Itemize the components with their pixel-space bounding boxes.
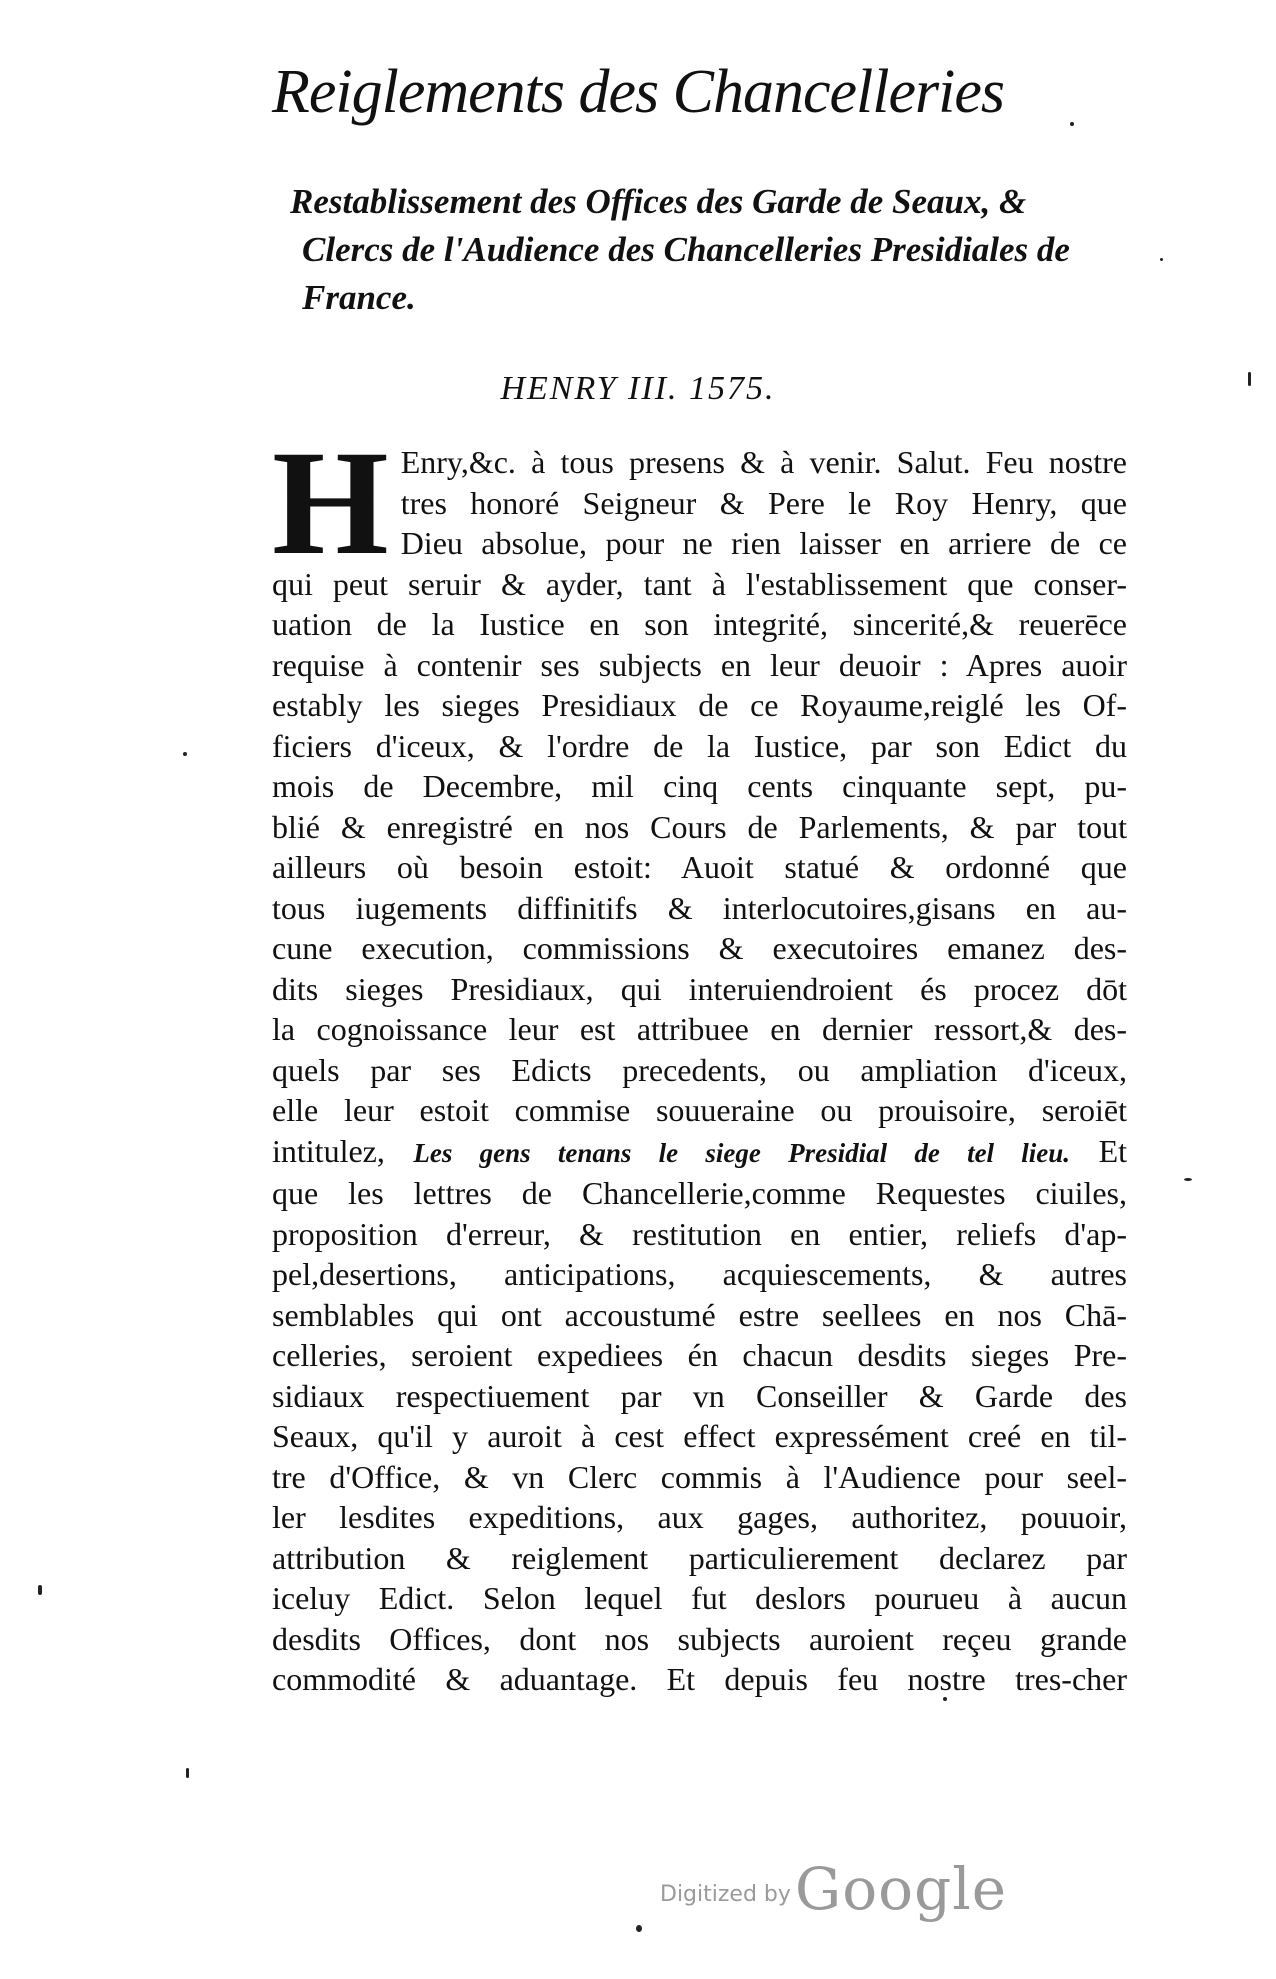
text-segment: intitulez, bbox=[272, 1132, 385, 1169]
text-line: ficiers d'iceux, & l'ordre de la Iustice, par son Edict du bbox=[272, 727, 1127, 764]
text-line: ailleurs où besoin estoit: Auoit statué & ordonné que bbox=[272, 849, 1127, 885]
text-line: quels par ses Edicts precedents, ou ampliation d'iceux, bbox=[272, 1051, 1127, 1088]
text-line: qui peut seruir & ayder, tant à l'establissement que conser- bbox=[272, 565, 1127, 602]
ink-speck bbox=[38, 1585, 42, 1595]
ink-speck bbox=[1184, 1178, 1192, 1181]
ink-speck bbox=[1248, 372, 1251, 386]
watermark-prefix: Digitized by bbox=[660, 1882, 791, 1907]
running-head: Reiglements des Chancelleries bbox=[271, 58, 1004, 126]
text-line: Seaux, qu'il y auroit à cest effect expressément creé en til- bbox=[272, 1418, 1127, 1454]
watermark-logo-text: Google bbox=[794, 1855, 1008, 1923]
text-line: semblables qui ont accoustumé estre seellees en nos Chā- bbox=[272, 1296, 1127, 1333]
text-line: Dieu absolue, pour ne rien laisser en arriere de ce bbox=[400, 525, 1127, 561]
text-line: Enry,&c. à tous presens & à venir. Salut. Feu nostre bbox=[400, 444, 1127, 480]
text-line: tres honoré Seigneur & Pere le Roy Henry, que bbox=[400, 484, 1127, 521]
digitized-watermark bbox=[660, 1855, 1007, 1923]
text-line: attribution & reiglement particulierement declarez par bbox=[272, 1539, 1127, 1576]
text-line: celleries, seroient expediees én chacun desdits sieges Pre- bbox=[272, 1337, 1127, 1373]
text-line: estably les sieges Presidiaux de ce Royaume,reiglé les Of- bbox=[272, 687, 1127, 723]
drop-cap: H bbox=[272, 420, 389, 586]
text-line: iceluy Edict. Selon lequel fut deslors pourueu à aucun bbox=[272, 1580, 1127, 1616]
text-line: cune execution, commissions & executoires emanez des- bbox=[272, 930, 1127, 966]
ink-speck bbox=[186, 1768, 189, 1778]
ink-speck bbox=[183, 752, 187, 756]
ink-speck bbox=[943, 1697, 947, 1701]
text-line: requise à contenir ses subjects en leur deuoir : Apres auoir bbox=[272, 646, 1127, 683]
text-line: tous iugements diffinitifs & interlocutoires,gisans en au- bbox=[272, 889, 1127, 926]
text-line: sidiaux respectiuement par vn Conseiller & Garde des bbox=[272, 1377, 1127, 1414]
section-title-line: France. bbox=[302, 278, 416, 317]
reign-heading: HENRY III. 1575. bbox=[500, 370, 776, 407]
text-line: dits sieges Presidiaux, qui interuiendroient és procez dōt bbox=[272, 970, 1127, 1007]
section-title-line: Clercs de l'Audience des Chancelleries Presidiales de bbox=[302, 230, 1070, 269]
ink-speck bbox=[1160, 258, 1163, 261]
text-line: elle leur estoit commise souueraine ou prouisoire, seroiēt bbox=[272, 1092, 1127, 1128]
text-line: que les lettres de Chancellerie,comme Requestes ciuiles, bbox=[272, 1175, 1127, 1211]
text-line: ler lesdites expeditions, aux gages, authoritez, pouuoir, bbox=[272, 1499, 1127, 1535]
text-segment: Et bbox=[1098, 1132, 1127, 1169]
text-line: proposition d'erreur, & restitution en entier, reliefs d'ap- bbox=[272, 1215, 1127, 1252]
text-line: uation de la Iustice en son integrité, sincerité,& reuerēce bbox=[272, 606, 1127, 642]
italic-phrase: Les gens tenans le siege Presidial de tel lieu. bbox=[413, 1137, 1071, 1168]
ink-speck bbox=[1070, 122, 1074, 126]
text-line: la cognoissance leur est attribuee en dernier ressort,& des- bbox=[272, 1011, 1127, 1047]
body-text bbox=[272, 420, 1127, 1700]
text-line: blié & enregistré en nos Cours de Parlements, & par tout bbox=[272, 808, 1127, 845]
text-line: commodité & aduantage. Et depuis feu nostre tres-cher bbox=[272, 1661, 1127, 1697]
ink-speck bbox=[636, 1925, 642, 1932]
text-line: tre d'Office, & vn Clerc commis à l'Audience pour seel- bbox=[272, 1458, 1127, 1495]
section-title bbox=[290, 178, 1130, 322]
section-title-line: Restablissement des Offices des Garde de Seaux, & bbox=[290, 182, 1027, 221]
text-line: pel,desertions, anticipations, acquiescements, & autres bbox=[272, 1256, 1127, 1292]
text-line-with-italic bbox=[272, 1131, 1127, 1174]
text-line: mois de Decembre, mil cinq cents cinquante sept, pu- bbox=[272, 768, 1127, 804]
text-line: desdits Offices, dont nos subjects auroient reçeu grande bbox=[272, 1620, 1127, 1657]
